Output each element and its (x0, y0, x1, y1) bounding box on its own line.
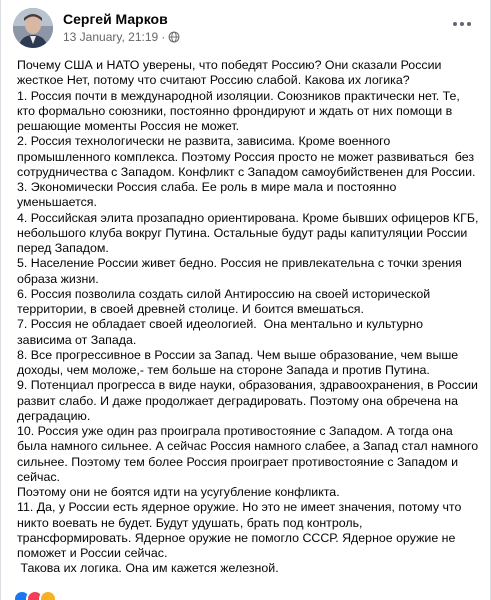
reaction-icons[interactable] (13, 590, 52, 600)
post-paragraph: Такова их логика. Она им кажется железной. (17, 561, 279, 576)
post-meta (63, 30, 180, 44)
author-name[interactable]: Сергей Марков (63, 11, 168, 27)
post-paragraph: 4. Российская элита прозападно ориентирована. Кроме бывших офицеров КГБ, небольшого клуба вокруг Путина. Остальные будут рады капитуляции России перед Западом. (17, 210, 482, 255)
avatar-image (13, 8, 53, 48)
post-paragraph: 6. Россия позволила создать силой Антироссию на своей исторической территории, в своей древней столице. И боится вмешаться. (17, 286, 434, 316)
wow-reaction-icon (39, 590, 57, 600)
post-paragraph: 10. Россия уже один раз проиграла противостояние с Западом. А тогда она была намного сильнее. А сейчас Россия намного слабее, а Запад стал намного сильнее. Поэтому тем более Россия проиграет противостояние с Западом и сейчас. (17, 424, 482, 484)
post-header (13, 6, 478, 46)
post-paragraph: 11. Да, у России есть ядерное оружие. Но это не имеет значения, потому что никто воевать не будет. Будут удушать, брать под контроль, трансформировать. Ядерное оружие не помогло СССР. Ядерное оружие не поможет и России сейчас. (17, 500, 465, 560)
post-paragraph: 9. Потенциал прогресса в виде науки, образования, здравоохранения, в России развит слабо. И даже продолжает деградировать. Поэтому она обречена на деградацию. (17, 378, 482, 423)
globe-icon[interactable] (168, 31, 180, 43)
author-avatar[interactable] (13, 8, 53, 48)
post-paragraph: 8. Все прогрессивное в России за Запад. Чем выше образование, чем выше доходы, чем моложе,- тем больше на стороне Запада и против Путина. (17, 347, 462, 377)
post-paragraph: Почему США и НАТО уверены, что победят Россию? Они сказали России жесткое Нет, потому что считают Россию слабой. Какова их логика? (17, 58, 445, 88)
post-text (17, 58, 482, 577)
post-paragraph: 5. Население России живет бедно. Россия не привлекательна с точки зрения образа жизни. (17, 256, 466, 286)
post-paragraph: 1. Россия почти в международной изоляции. Союзников практически нет. Те, кто формально союзники, постоянно фрондируют и ждать от них помощи в решающие моменты Россия не может. (17, 88, 464, 133)
post-paragraph: 2. Россия технологически не развита, зависима. Кроме военного промышленного комплекса. Поэтому Россия просто не может развиваться без сотрудничества с Западом. Конфликт с Западом самоубийственен для России. (17, 134, 478, 179)
post-timestamp[interactable]: 13 January, 21:19 (63, 30, 159, 44)
post-paragraph: 7. Россия не обладает своей идеологией. Она ментально и культурно зависима от Запада. (17, 317, 427, 347)
post-paragraph: Поэтому они не боятся идти на усугубление конфликта. (17, 485, 340, 499)
more-options-icon[interactable] (448, 12, 476, 36)
post-paragraph: 3. Экономически Россия слаба. Ее роль в мире мала и постоянно уменьшается. (17, 180, 400, 210)
meta-separator: · (161, 30, 166, 44)
